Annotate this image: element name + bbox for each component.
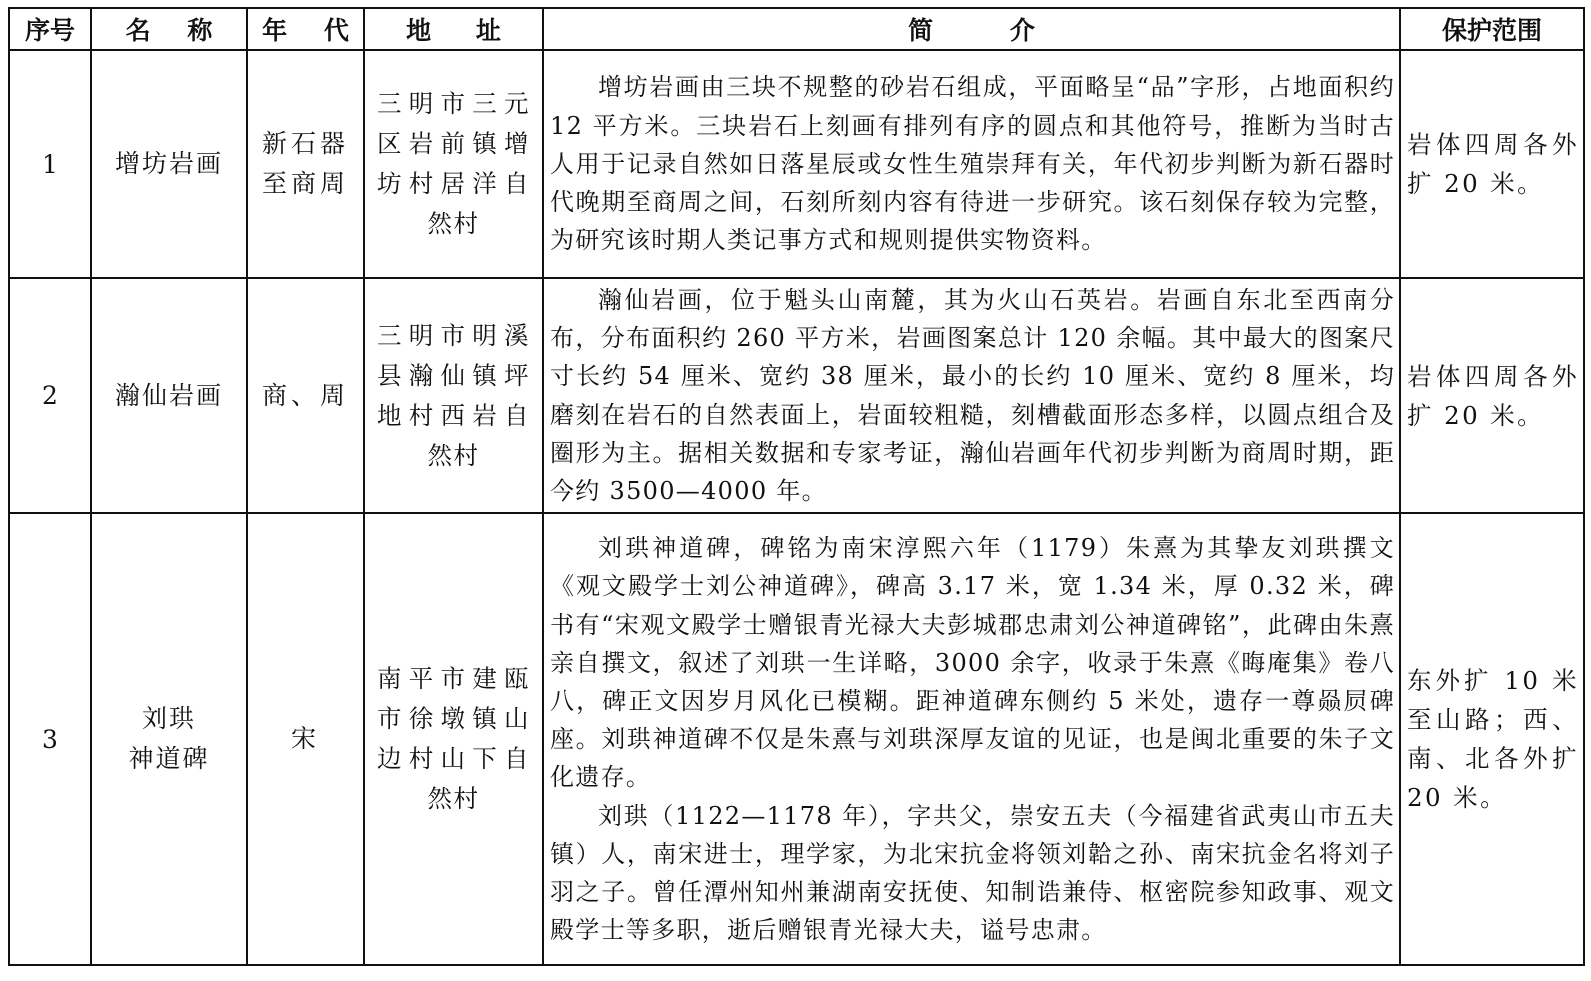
row-era: 商、周 <box>247 278 364 513</box>
row-address: 南平市建瓯市徐墩镇山边村山下自然村 <box>364 513 543 965</box>
row-index: 2 <box>9 278 91 513</box>
row-address: 三明市明溪县瀚仙镇坪地村西岩自然村 <box>364 278 543 513</box>
row-intro <box>543 50 1400 278</box>
row-protection: 东外扩 10 米至山路；西、南、北各外扩 20 米。 <box>1400 513 1584 965</box>
table-row <box>9 50 1584 278</box>
header-name: 名 称 <box>91 8 247 50</box>
header-row <box>9 8 1584 50</box>
row-name: 增坊岩画 <box>91 50 247 278</box>
table-row <box>9 278 1584 513</box>
table-body <box>9 50 1584 965</box>
row-protection: 岩体四周各外扩 20 米。 <box>1400 50 1584 278</box>
row-era: 宋 <box>247 513 364 965</box>
row-address: 三明市三元区岩前镇增坊村居洋自然村 <box>364 50 543 278</box>
header-era: 年 代 <box>247 8 364 50</box>
row-name: 瀚仙岩画 <box>91 278 247 513</box>
header-intro: 简 介 <box>543 8 1400 50</box>
row-intro <box>543 278 1400 513</box>
table-header <box>9 8 1584 50</box>
header-index: 序号 <box>9 8 91 50</box>
heritage-sites-table <box>8 7 1585 966</box>
header-protection: 保护范围 <box>1400 8 1584 50</box>
row-index: 3 <box>9 513 91 965</box>
row-era <box>247 50 364 278</box>
row-protection: 岩体四周各外扩 20 米。 <box>1400 278 1584 513</box>
intro-paragraph: 瀚仙岩画，位于魁头山南麓，其为火山石英岩。岩画自东北至西南分布，分布面积约 260 平方米，岩画图案总计 120 余幅。其中最大的图案尺寸长约 54 厘米、宽约 38 厘米，最小的长约 10 厘米、宽约 8 厘米，均磨刻在岩石的自然表面上，岩面较粗糙，刻槽截面形态多样，以圆点组合及圈形为主。据相关数据和专家考证，瀚仙岩画年代初步判断为商周时期，距今约 3500—4000 年。 <box>550 286 1395 506</box>
row-index: 1 <box>9 50 91 278</box>
intro-paragraph: 增坊岩画由三块不规整的砂岩石组成，平面略呈“品”字形，占地面积约 12 平方米。三块岩石上刻画有排列有序的圆点和其他符号，推断为当时古人用于记录自然如日落星辰或女性生殖崇拜有关，年代初步判断为新石器时代晚期至商周之间，石刻所刻内容有待进一步研究。该石刻保存较为完整，为研究该时期人类记事方式和规则提供实物资料。 <box>550 73 1395 255</box>
header-address: 地 址 <box>364 8 543 50</box>
row-era-text: 新石器至商周 <box>261 129 349 198</box>
row-name-line: 神道碑 <box>128 744 210 774</box>
intro-paragraph: 刘珙（1122—1178 年），字共父，崇安五夫（今福建省武夷山市五夫镇）人，南宋进士，理学家，为北宋抗金将领刘韐之孙、南宋抗金名将刘子羽之子。曾任潭州知州兼湖南安抚使、知制诰兼侍、枢密院参知政事、观文殿学士等多职，逝后赠银青光禄大夫，谥号忠肃。 <box>550 801 1395 945</box>
row-intro <box>543 513 1400 965</box>
table-row <box>9 513 1584 965</box>
intro-paragraph: 刘珙神道碑，碑铭为南宋淳熙六年（1179）朱熹为其挚友刘珙撰文《观文殿学士刘公神道碑》，碑高 3.17 米，宽 1.34 米，厚 0.32 米，碑书有“宋观文殿学士赠银青光禄大夫彭城郡忠肃刘公神道碑铭”，此碑由朱熹亲自撰文，叙述了刘珙一生详略，3000 余字，收录于朱熹《晦庵集》卷八八，碑正文因岁月风化已模糊。距神道碑东侧约 5 米处，遗存一尊赑屃碑座。刘珙神道碑不仅是朱熹与刘珙深厚友谊的见证，也是闽北重要的朱子文化遗存。 <box>550 534 1395 792</box>
row-name-line: 刘珙 <box>141 704 196 734</box>
row-name <box>91 513 247 965</box>
